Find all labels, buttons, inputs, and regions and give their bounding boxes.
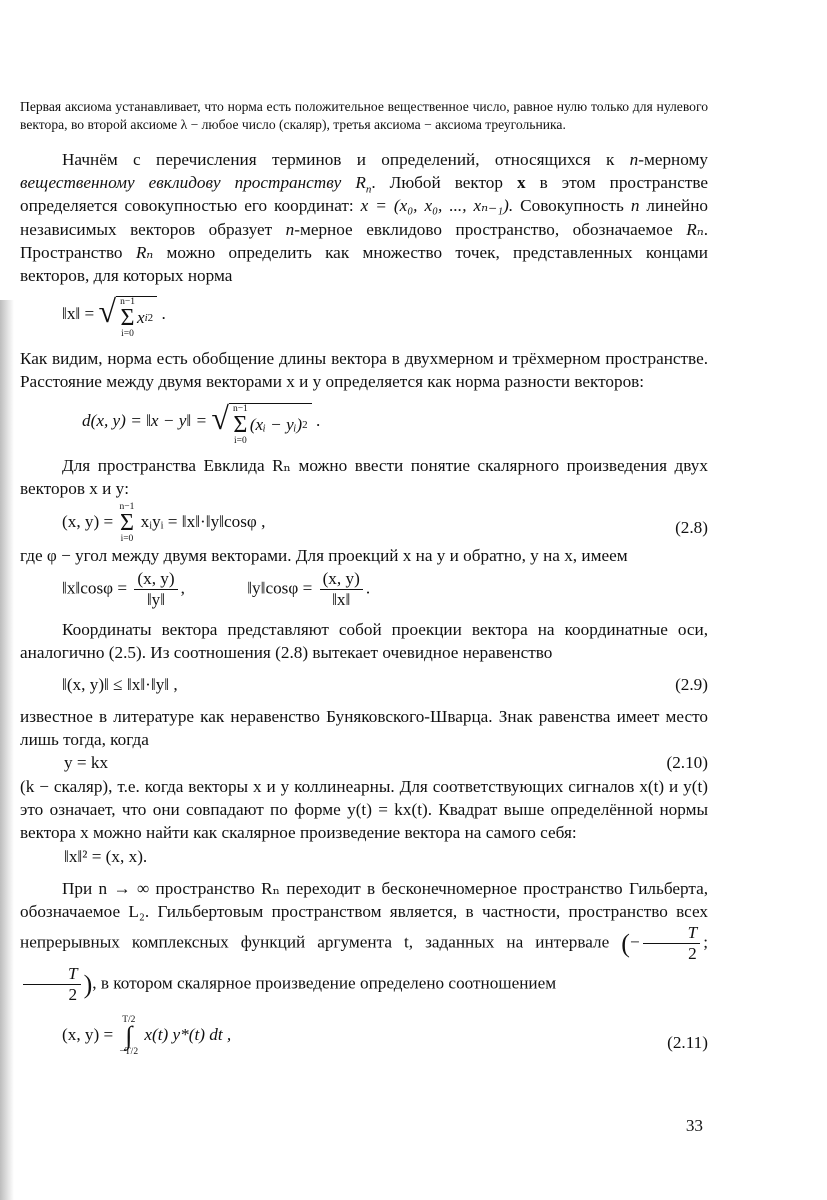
paragraph-distance: Как видим, норма есть обобщение длины вектора в двухмерном и трёхмерном пространстве. Расстояние между двумя векторами x и y определяется как норма разности векторов: <box>20 349 708 392</box>
equation-number: (2.9) <box>675 674 708 694</box>
formula-norm: ‖x‖ = √ n−1 Σ i=0 x i 2 . <box>62 293 166 340</box>
formula-distance: d(x, y) = ‖x − y‖ = √ n−1 Σ i=0 (xᵢ − yᵢ) 2 . <box>82 399 321 446</box>
page-number: 33 <box>685 1116 703 1135</box>
paragraph-cauchy: известное в литературе как неравенство Буняковского-Шварца. Знак равенства имеет место лишь тогда, когда <box>20 706 708 749</box>
formula-2-10: y = kx (2.10) <box>20 751 708 775</box>
scan-shadow <box>0 300 14 1200</box>
formula-2-11: (x, y) = T/2 ∫ −T/2 x(t) y*(t) dt , (2.11) <box>62 1015 708 1058</box>
formula-2-9: ‖(x, y)‖ ≤ ‖x‖·‖y‖ , (2.9) <box>20 673 708 697</box>
equation-number: (2.11) <box>667 1033 708 1053</box>
axiom-note: Первая аксиома устанавливает, что норма есть положительное вещественное число, равное нулю только для нулевого вектора, во второй аксиоме λ − любое число (скаляр), третья аксиома − аксиома треугольника. <box>20 99 708 132</box>
formula-projections: ‖x‖cosφ = $\frac{(x, y)}{‖y‖}$ , ‖y‖cosφ = $\frac{(x, y)}{‖x‖}$ . <box>62 569 371 610</box>
paragraph-scalar-product: Для пространства Евклида Rₙ можно ввести понятие скалярного произведения двух векторов x и y: <box>20 455 708 498</box>
equation-number: (2.8) <box>675 518 708 538</box>
paragraph-projections: где φ − угол между двумя векторами. Для проекций x на y и обратно, y на x, имеем <box>20 546 628 566</box>
paragraph-definitions: Начнём с перечисления терминов и определений, относящихся к n-мерному вещественному евклидову пространству $R_n$. Любой вектор x в этом пространстве определяется совокупностью его координат: x = (x₀, x₀, ..., xₙ₋₁). Совокупность n линейно независимых векторов образует n-мерное евклидово пространство, обозначаемое Rₙ. Пространство Rₙ можно определить как множество точек, представленных концами векторов, для которых норма <box>20 150 709 286</box>
paragraph-hilbert: При n → ∞ пространство Rₙ переходит в бесконечномерное пространство Гильберта, обозначаемое L₂. Гильбертовым пространством является, в частности, пространство всех непрерывных комплексных функций аргумента t, заданных на интервале (− $\frac{T}{2}$ ; $\frac{T}{2}$ ), в котором скалярное произведение определено соотношением <box>20 878 708 1005</box>
equation-number: (2.10) <box>666 753 708 773</box>
formula-norm-squared: ‖x‖² = (x, x). <box>64 846 148 866</box>
paragraph-coordinates: Координаты вектора представляют собой проекции вектора на координатные оси, аналогично (2.5). Из соотношения (2.8) вытекает очевидное неравенство <box>20 620 708 663</box>
page-content <box>20 98 708 1057</box>
formula-2-8: (x, y) = n−1 Σ i=0 xᵢyᵢ = ‖x‖·‖y‖cosφ , (2.8) <box>62 502 708 545</box>
paragraph-collinear: (k − скаляр), т.е. когда векторы x и y коллинеарны. Для соответствующих сигналов x(t) и y(t) это означает, что они совпадают по форме y(t) = kx(t). Квадрат выше определённой нормы вектора x можно найти как скалярное произведение вектора на самого себя: <box>20 777 708 843</box>
